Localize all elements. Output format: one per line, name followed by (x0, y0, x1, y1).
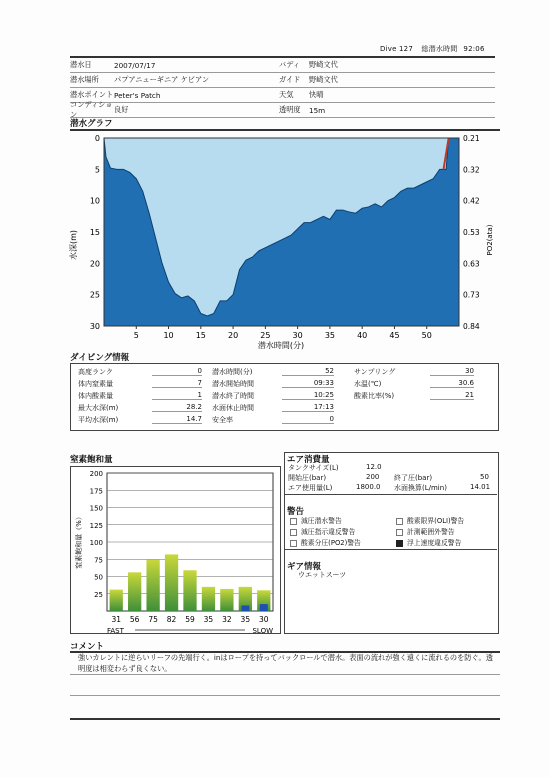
comment-line (70, 695, 500, 696)
y-right-axis-label: PO2(ata) (486, 224, 494, 256)
warning-checkbox (290, 529, 297, 536)
nitrogen-bar (110, 590, 123, 611)
gear-suit: ウエットスーツ (298, 571, 347, 579)
nitrogen-value-label: 30 (259, 615, 269, 624)
graph-title: 潜水グラフ (70, 117, 500, 131)
info-value: 1 (152, 391, 202, 400)
time-tick-label: 5 (133, 331, 139, 340)
nitrogen-value-label: 75 (148, 615, 158, 624)
info-label: 最大水深(m) (78, 404, 119, 412)
comment-text: 強いカレントに逆らいリーフの先端行く。inはロープを持ってバックロールで潜水。表面の流れが強く遠くに流れるのを防ぐ。透明度は相変わらず良くない。 (78, 653, 493, 673)
info-label: 水面休止時間 (212, 404, 254, 412)
end-pressure-value: 50 (480, 473, 489, 481)
weather-value: 快晴 (309, 90, 324, 99)
nitrogen-title: 窒素飽和量 (70, 455, 113, 465)
nitrogen-bar (146, 559, 159, 611)
depth-tick-label: 20 (89, 259, 100, 269)
nitrogen-value-label: 32 (222, 615, 232, 624)
info-label: 平均水深(m) (78, 416, 119, 424)
warning-label: 減圧潜水警告 (301, 517, 342, 525)
po2-tick-label: 0.63 (463, 259, 480, 269)
time-tick-label: 20 (227, 331, 239, 340)
nitrogen-tick-label: 175 (89, 487, 103, 496)
condition-value: 良好 (114, 105, 129, 114)
gear-title: ギア情報 (287, 562, 322, 572)
po2-tick-label: 0.73 (463, 290, 480, 300)
date-value: 2007/07/17 (114, 60, 156, 70)
warning-label: 酸素分圧(PO2)警告 (301, 539, 361, 547)
comment-line (70, 674, 500, 675)
nitrogen-bar (183, 570, 196, 611)
nitrogen-value-label: 56 (129, 615, 140, 624)
info-value: 30.6 (430, 379, 474, 388)
info-value: 7 (152, 379, 202, 388)
dive-info-table (70, 56, 495, 118)
residual-bar (260, 604, 268, 611)
warning-checkbox (290, 540, 297, 547)
visibility-label: 透明度 (279, 105, 301, 114)
nitrogen-bar (165, 554, 178, 611)
y-left-axis-label: 水深(m) (69, 229, 78, 261)
nitrogen-y-label: 窒素飽和量（%） (75, 513, 83, 569)
info-label: 水温(℃) (354, 380, 382, 388)
visibility-value: 15m (309, 105, 326, 115)
dive-profile-chart (66, 130, 546, 355)
info-value: 0 (282, 415, 334, 424)
nitrogen-saturation-chart (70, 466, 280, 634)
po2-tick-label: 0.42 (463, 196, 480, 206)
time-tick-label: 15 (195, 331, 206, 340)
warning-item (396, 526, 455, 536)
place-label: 潜水場所 (70, 75, 99, 84)
po2-tick-label: 0.21 (463, 134, 480, 143)
time-tick-label: 45 (389, 331, 400, 340)
info-value: 28.2 (152, 403, 202, 412)
warnings-title: 警告 (287, 507, 305, 517)
info-label: 体内窒素量 (78, 380, 113, 388)
info-value: 14.7 (152, 415, 202, 424)
info-value: 30 (430, 367, 474, 376)
nitrogen-bar (128, 572, 141, 611)
warning-checkbox (290, 518, 297, 525)
point-label: 潜水ポイント (70, 90, 114, 99)
slow-label: SLOW (252, 627, 273, 635)
warning-label: 減圧指示違反警告 (301, 528, 356, 536)
info-value: 52 (282, 367, 334, 376)
nitrogen-tick-label: 125 (89, 521, 103, 530)
total-time-value: 92:06 (463, 45, 485, 53)
info-value: 17:13 (282, 403, 334, 412)
warning-item (290, 537, 361, 547)
po2-tick-label: 0.84 (463, 322, 480, 331)
date-label: 潜水日 (70, 60, 92, 69)
x-axis-label: 潜水時間(分) (257, 341, 305, 350)
dive-number: Dive 127 (380, 45, 413, 53)
time-tick-label: 35 (324, 331, 336, 340)
nitrogen-value-label: 31 (111, 615, 121, 624)
warning-checkbox (396, 529, 403, 536)
fast-label: FAST (107, 627, 124, 635)
info-label: 潜水終了時間 (212, 392, 254, 400)
start-pressure-value: 200 (366, 473, 380, 481)
depth-tick-label: 10 (89, 196, 100, 206)
depth-tick-label: 25 (89, 290, 100, 300)
info-value: 09:33 (282, 379, 334, 388)
start-pressure-label: 開始圧(bar) (288, 474, 327, 482)
depth-tick-label: 15 (89, 228, 100, 237)
nitrogen-tick-label: 100 (89, 539, 103, 547)
warning-label: 浮上速度違反警告 (407, 539, 462, 547)
surface-rate-label: 水面換算(L/min) (394, 484, 447, 492)
depth-tick-label: 5 (94, 165, 100, 175)
warning-checkbox (396, 518, 403, 525)
nitrogen-tick-label: 25 (94, 590, 103, 599)
air-title: エア消費量 (287, 455, 330, 465)
comment-line (70, 718, 500, 720)
divider (285, 494, 497, 495)
point-value: Peter's Patch (114, 90, 161, 100)
tank-value: 12.0 (366, 463, 382, 471)
info-label: 潜水時間(分) (212, 368, 253, 376)
info-value: 21 (430, 391, 474, 400)
po2-tick-label: 0.53 (463, 228, 480, 237)
diving-info-title: ダイビング情報 (70, 353, 130, 363)
time-tick-label: 30 (292, 331, 303, 340)
weather-label: 天気 (279, 90, 294, 99)
depth-tick-label: 0 (94, 134, 100, 143)
warning-checkbox (396, 540, 403, 547)
buddy-value: 野崎文代 (309, 60, 338, 69)
depth-tick-label: 30 (89, 322, 100, 331)
time-tick-label: 10 (163, 331, 174, 340)
time-tick-label: 50 (421, 331, 432, 340)
info-label: 潜水開始時間 (212, 380, 254, 388)
warning-item (290, 515, 342, 525)
divider (285, 549, 497, 550)
nitrogen-tick-label: 150 (89, 504, 103, 513)
warning-item (290, 526, 355, 536)
comment-title: コメント (70, 642, 105, 652)
surface-rate-value: 14.01 (470, 483, 491, 491)
nitrogen-value-label: 59 (185, 615, 195, 624)
place-value: パプアニューギニア ケビアン (114, 75, 210, 84)
nitrogen-value-label: 35 (203, 615, 214, 624)
warning-label: 計測範囲外警告 (407, 528, 455, 536)
nitrogen-bar (202, 587, 215, 611)
tank-label: タンクサイズ(L) (288, 464, 339, 472)
nitrogen-tick-label: 200 (89, 470, 103, 478)
time-tick-label: 25 (260, 331, 271, 340)
info-value: 10:25 (282, 391, 334, 400)
air-used-value: 1800.0 (356, 483, 381, 491)
guide-label: ガイド (279, 75, 301, 84)
buddy-label: バディ (279, 60, 300, 69)
po2-tick-label: 0.32 (463, 165, 480, 175)
info-label: サンプリング (354, 368, 396, 376)
guide-value: 野崎文代 (309, 75, 338, 84)
residual-bar (241, 605, 249, 611)
total-time-label: 総潜水時間 (421, 45, 458, 53)
info-label: 安全率 (212, 416, 233, 424)
time-tick-label: 40 (357, 331, 368, 340)
info-label: 高度ランク (78, 368, 113, 376)
end-pressure-label: 終了圧(bar) (394, 474, 433, 482)
nitrogen-value-label: 82 (166, 615, 177, 624)
info-value: 0 (152, 367, 202, 376)
nitrogen-tick-label: 75 (94, 556, 103, 565)
info-label: 体内酸素量 (78, 392, 113, 400)
tank-row (288, 463, 339, 473)
nitrogen-value-label: 35 (240, 615, 251, 624)
warning-label: 酸素限界(OLI)警告 (407, 517, 465, 525)
warning-item (396, 515, 464, 525)
warning-item (396, 537, 461, 547)
condition-label: コンディション (70, 100, 113, 119)
dive-header (380, 44, 491, 54)
air-used-label: エア使用量(L) (288, 484, 333, 492)
info-label: 酸素比率(%) (354, 392, 395, 400)
nitrogen-tick-label: 50 (94, 573, 103, 582)
nitrogen-bar (220, 589, 233, 611)
